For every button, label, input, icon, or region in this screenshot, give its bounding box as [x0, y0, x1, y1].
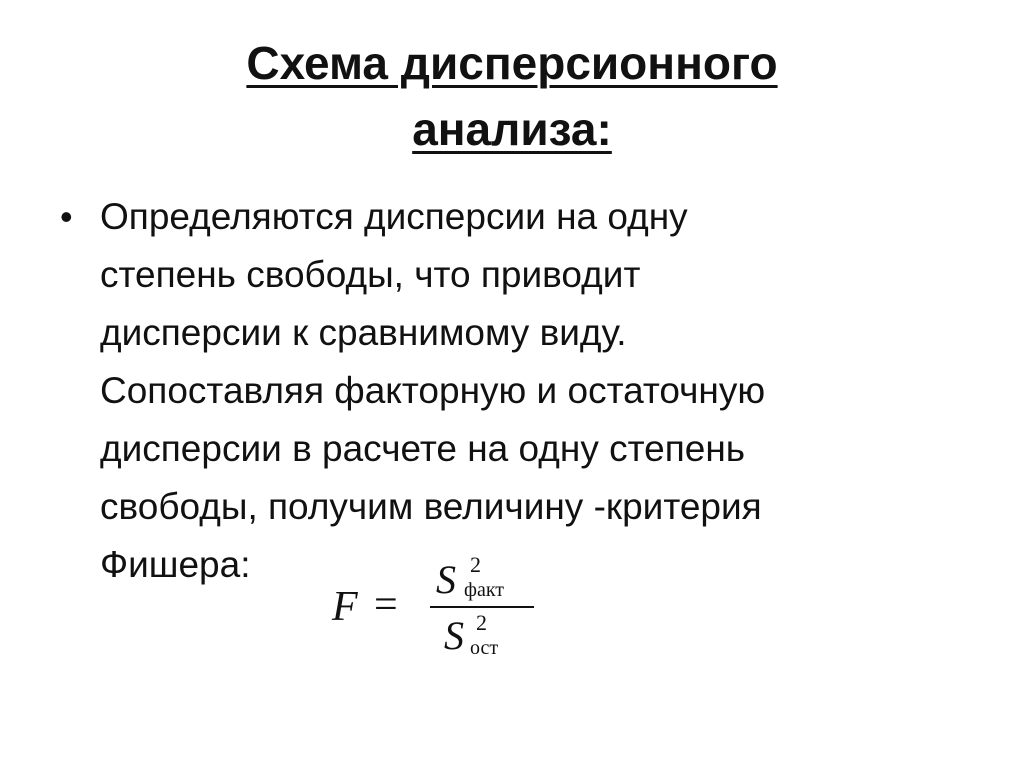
- formula-numerator-subscript: факт: [464, 579, 505, 601]
- formula-equals: =: [374, 582, 398, 628]
- formula-denominator-power: 2: [476, 610, 487, 635]
- fraction-bar: [430, 606, 534, 608]
- fisher-formula: [332, 546, 552, 666]
- bullet-marker: •: [60, 196, 73, 237]
- formula-denominator-symbol: S: [444, 613, 464, 658]
- formula-denominator-subscript: ост: [470, 637, 499, 659]
- formula-numerator-power: 2: [470, 552, 481, 577]
- formula-lhs: F: [332, 584, 358, 630]
- formula-numerator-symbol: S: [436, 557, 456, 602]
- slide-title-line-1: Схема дисперсионного: [246, 37, 778, 89]
- slide-title: [0, 30, 1024, 162]
- bullet-text: Определяются дисперсии на одну степень свободы, что приводит дисперсии к сравнимому виду. Сопоставляя факторную и остаточную дисперсии в расчете на одну степень свободы, получим величину -критерия Фишера:: [100, 196, 766, 585]
- slide-title-line-2: анализа:: [412, 103, 612, 155]
